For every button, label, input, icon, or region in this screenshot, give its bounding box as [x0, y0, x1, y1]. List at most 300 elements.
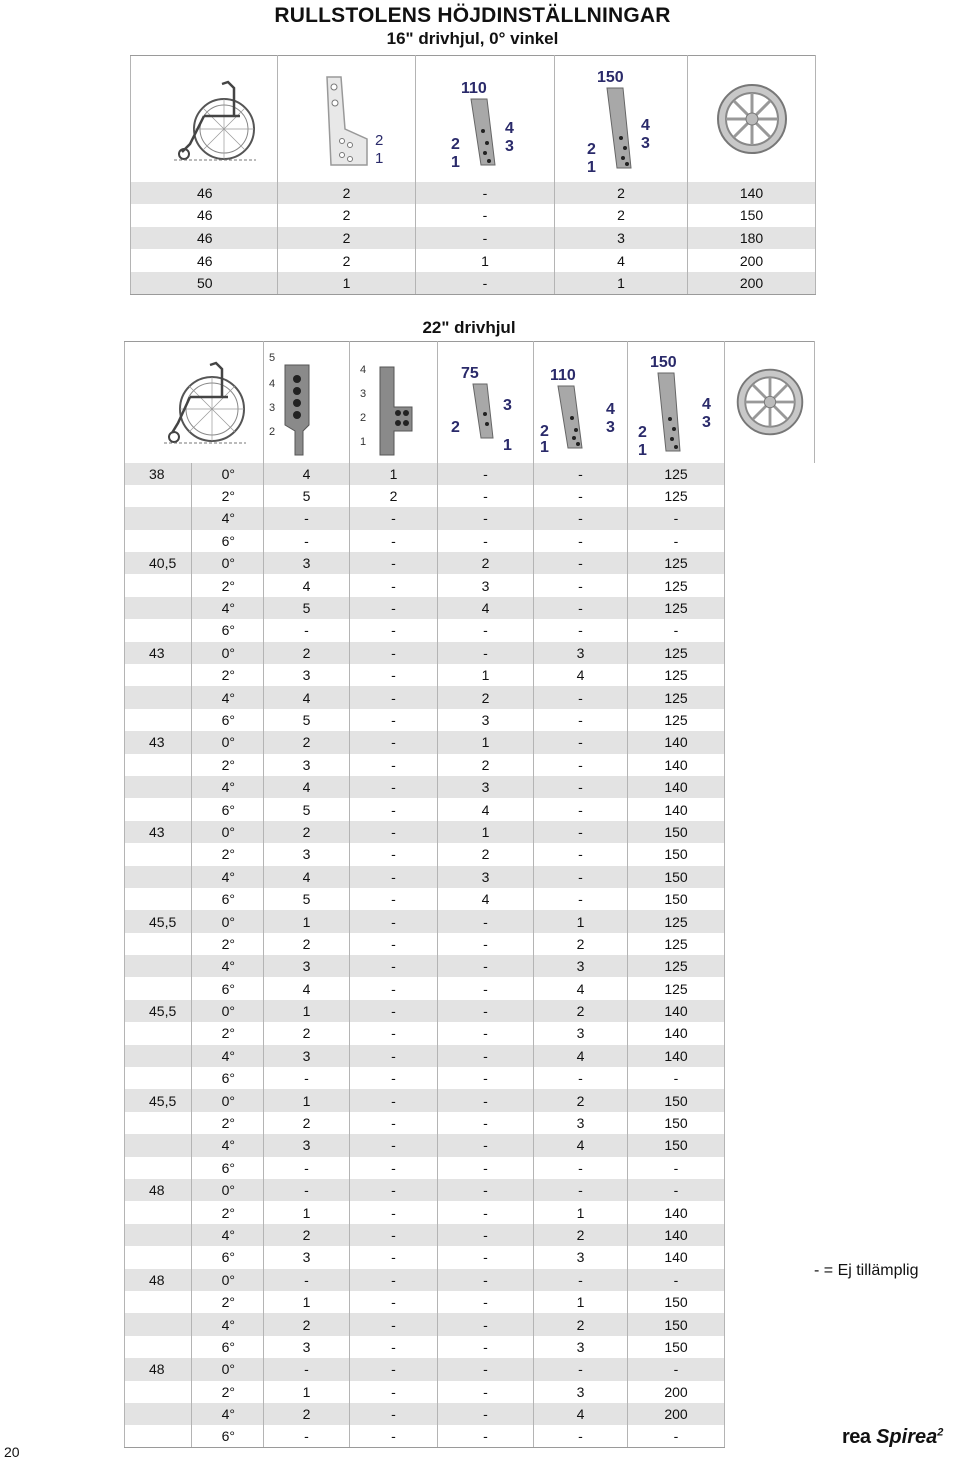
table-cell: 125 — [628, 463, 725, 485]
table-cell: - — [534, 574, 628, 596]
table-cell — [125, 798, 192, 820]
table-row — [125, 1134, 815, 1156]
table-cell: 3 — [534, 642, 628, 664]
table-22-inch — [124, 341, 815, 1448]
table-cell: - — [350, 530, 438, 552]
table-cell: 3 — [264, 843, 350, 865]
section-title-16: 16" drivhjul, 0° vinkel — [386, 29, 559, 48]
table-cell: - — [534, 1269, 628, 1291]
table-cell — [125, 664, 192, 686]
table-cell: 48 — [125, 1179, 192, 1201]
table-cell — [125, 1067, 192, 1089]
table-cell: 1 — [264, 1381, 350, 1403]
table-cell: 140 — [628, 1000, 725, 1022]
table-cell — [125, 597, 192, 619]
table-cell: 2 — [555, 204, 688, 227]
table-cell: 140 — [628, 1045, 725, 1067]
header-mounting-plate — [278, 56, 416, 182]
table-row — [125, 1358, 815, 1380]
table-cell: 4 — [555, 249, 688, 272]
table-cell: 4° — [192, 1134, 264, 1156]
table-row — [125, 1246, 815, 1268]
table-cell: 140 — [628, 1224, 725, 1246]
table-cell: 2° — [192, 843, 264, 865]
table-cell: 125 — [628, 709, 725, 731]
table-cell: 150 — [628, 821, 725, 843]
header-wheel — [725, 342, 815, 463]
table-row — [125, 1336, 815, 1358]
fork-label: 3 — [505, 137, 514, 155]
table-row — [125, 1291, 815, 1313]
table-cell: 6° — [192, 1336, 264, 1358]
table-cell: - — [438, 1425, 534, 1447]
table-cell: 4 — [534, 1134, 628, 1156]
header-wheelchair — [125, 342, 264, 463]
table-cell: 4 — [264, 463, 350, 485]
table-cell: - — [534, 866, 628, 888]
table-cell: - — [534, 776, 628, 798]
table-row — [125, 1201, 815, 1223]
table-row — [125, 955, 815, 977]
table-cell: 2 — [264, 1313, 350, 1335]
table-cell — [125, 1381, 192, 1403]
table-cell: - — [628, 1157, 725, 1179]
table-cell: 4° — [192, 1313, 264, 1335]
table-cell: - — [438, 1291, 534, 1313]
table-row — [125, 1112, 815, 1134]
table-cell: - — [350, 1022, 438, 1044]
table-cell: - — [350, 1336, 438, 1358]
table-cell: - — [628, 1269, 725, 1291]
header-wheelchair — [131, 56, 278, 182]
table-cell: 140 — [628, 1246, 725, 1268]
table-cell: 3 — [438, 574, 534, 596]
table-16-inch — [130, 55, 816, 295]
table-cell — [125, 933, 192, 955]
table-cell: - — [350, 709, 438, 731]
table-cell: - — [438, 1381, 534, 1403]
table-cell: - — [438, 1067, 534, 1089]
table-row — [125, 1022, 815, 1044]
table-cell — [125, 1112, 192, 1134]
wheel-icon — [712, 79, 792, 159]
fork-label: 3 — [702, 414, 711, 432]
table-cell: - — [350, 731, 438, 753]
table-cell: - — [350, 1425, 438, 1447]
table-cell: 0° — [192, 552, 264, 574]
header-wheel — [688, 56, 816, 182]
page-title: RULLSTOLENS HÖJDINSTÄLLNINGAR — [274, 4, 671, 27]
table-cell: - — [350, 843, 438, 865]
table-cell: 2 — [264, 1112, 350, 1134]
table-cell: 2° — [192, 574, 264, 596]
table-cell: 2 — [534, 1313, 628, 1335]
fork-label: 1 — [638, 442, 647, 458]
table-cell: - — [534, 507, 628, 529]
table-cell: - — [350, 977, 438, 999]
table-cell: 1 — [438, 821, 534, 843]
fork-label: 3 — [502, 397, 512, 415]
fork-label: 1 — [502, 437, 512, 453]
table-row — [125, 686, 815, 708]
table-cell: - — [350, 1403, 438, 1425]
table-row — [125, 485, 815, 507]
table-cell: 140 — [628, 798, 725, 820]
table-cell: 125 — [628, 955, 725, 977]
mounting-plate-icon — [287, 69, 407, 169]
plate-label: 2 — [374, 131, 383, 149]
table-cell — [125, 619, 192, 641]
table-cell: 180 — [688, 227, 816, 250]
table-row — [125, 821, 815, 843]
fork-label: 4 — [606, 401, 615, 419]
table-cell: - — [628, 1358, 725, 1380]
mounting-plate-icon — [354, 347, 434, 457]
table-cell: 0° — [192, 1089, 264, 1111]
table-cell: 150 — [628, 1089, 725, 1111]
table-cell: - — [534, 888, 628, 910]
table-cell: 46 — [131, 249, 278, 272]
table-row — [125, 597, 815, 619]
table-cell: 4 — [264, 977, 350, 999]
plate-label: 3 — [359, 388, 366, 401]
table-cell: - — [534, 821, 628, 843]
table-cell: - — [264, 1425, 350, 1447]
table-cell: 0° — [192, 463, 264, 485]
table-cell: - — [416, 227, 555, 250]
table-cell: - — [264, 1157, 350, 1179]
table-cell: - — [350, 933, 438, 955]
table-cell: 1 — [416, 249, 555, 272]
table-cell: - — [438, 507, 534, 529]
table-cell: - — [438, 1022, 534, 1044]
table-cell: 6° — [192, 1067, 264, 1089]
table-row — [125, 1089, 815, 1111]
section-title-22: 22" drivhjul — [422, 318, 516, 337]
table-cell: 2° — [192, 1201, 264, 1223]
table-cell: 0° — [192, 1358, 264, 1380]
table-cell: 3 — [534, 1381, 628, 1403]
table-cell — [125, 485, 192, 507]
table-cell: - — [438, 530, 534, 552]
table-cell: - — [438, 463, 534, 485]
table-cell: - — [264, 507, 350, 529]
table-cell — [125, 686, 192, 708]
table-cell: 6° — [192, 709, 264, 731]
table-cell: 1 — [278, 272, 416, 295]
brand-logo — [842, 1426, 958, 1454]
table-cell — [125, 1045, 192, 1067]
table-cell — [125, 843, 192, 865]
table-cell: - — [438, 619, 534, 641]
table-cell: 1 — [555, 272, 688, 295]
table-cell: 3 — [438, 709, 534, 731]
table-cell: - — [350, 1067, 438, 1089]
table-cell: 50 — [131, 272, 278, 295]
header-fork-150 — [628, 342, 725, 463]
table-cell: 4° — [192, 597, 264, 619]
table-cell: 3 — [534, 1112, 628, 1134]
table-cell: 48 — [125, 1269, 192, 1291]
table-cell: 3 — [264, 552, 350, 574]
table-row — [125, 776, 815, 798]
table-cell: 0° — [192, 731, 264, 753]
table-row — [125, 1269, 815, 1291]
table-cell: 48 — [125, 1358, 192, 1380]
table-cell: 46 — [131, 204, 278, 227]
plate-label: 4 — [268, 378, 275, 391]
table-cell: - — [264, 1179, 350, 1201]
table-cell: 43 — [125, 731, 192, 753]
table-cell: 125 — [628, 552, 725, 574]
table-row — [131, 204, 816, 227]
table-cell: 6° — [192, 1157, 264, 1179]
table-cell: - — [438, 1336, 534, 1358]
table-cell: 4° — [192, 866, 264, 888]
table-cell: 2 — [534, 1224, 628, 1246]
fork-icon — [425, 69, 545, 169]
plate-label: 3 — [268, 402, 275, 415]
table-cell: 200 — [628, 1403, 725, 1425]
table-row — [125, 754, 815, 776]
fork-label: 3 — [641, 134, 650, 152]
header-plate-2 — [350, 342, 438, 463]
table-cell: 4 — [534, 1045, 628, 1067]
table-cell: 2° — [192, 485, 264, 507]
table-cell: - — [534, 731, 628, 753]
table-cell: 3 — [264, 664, 350, 686]
table-cell: - — [438, 1246, 534, 1268]
table-cell: - — [438, 1201, 534, 1223]
plate-label: 1 — [359, 436, 366, 449]
logo-superscript: 2 — [937, 1426, 944, 1439]
table-cell: - — [438, 1000, 534, 1022]
table-cell: 4° — [192, 1403, 264, 1425]
table-cell: - — [350, 1179, 438, 1201]
table-cell: 2 — [264, 642, 350, 664]
table-cell: - — [438, 1403, 534, 1425]
table-row — [125, 910, 815, 932]
table-cell: 6° — [192, 1425, 264, 1447]
table-cell: 46 — [131, 227, 278, 250]
table-row — [125, 731, 815, 753]
table-cell: 5 — [264, 597, 350, 619]
table-cell — [125, 530, 192, 552]
table-cell: - — [350, 798, 438, 820]
table-cell: 45,5 — [125, 1089, 192, 1111]
table-cell: 2 — [534, 1000, 628, 1022]
table-row — [125, 977, 815, 999]
table-cell: 3 — [264, 1134, 350, 1156]
table-row — [125, 1224, 815, 1246]
table-row — [125, 530, 815, 552]
table-cell: - — [350, 619, 438, 641]
table-row — [125, 709, 815, 731]
table-cell — [125, 1336, 192, 1358]
fork-label: 110 — [461, 79, 487, 97]
header-fork-75 — [438, 342, 534, 463]
table-cell: 2 — [438, 754, 534, 776]
fork-label: 2 — [638, 424, 647, 442]
table-row — [125, 552, 815, 574]
table-cell: - — [534, 619, 628, 641]
table-cell: - — [350, 507, 438, 529]
table-cell: 4° — [192, 776, 264, 798]
table-cell: 3 — [264, 1336, 350, 1358]
table-cell: 2° — [192, 664, 264, 686]
table-cell: 2 — [438, 843, 534, 865]
table-cell: - — [350, 866, 438, 888]
table-cell: 0° — [192, 910, 264, 932]
table-cell: 2 — [264, 1022, 350, 1044]
table-cell: - — [628, 1067, 725, 1089]
table-cell: 4 — [264, 866, 350, 888]
table-cell: - — [534, 552, 628, 574]
header-fork-110 — [416, 56, 555, 182]
table-cell — [125, 1313, 192, 1335]
fork-icon — [628, 347, 724, 457]
table-cell: - — [628, 1179, 725, 1201]
fork-label: 2 — [540, 423, 549, 441]
table-cell: - — [350, 1246, 438, 1268]
table-cell: 140 — [688, 182, 816, 205]
table-cell: - — [438, 1134, 534, 1156]
table-cell: - — [350, 1269, 438, 1291]
fork-label: 4 — [641, 116, 650, 134]
table-cell: 4° — [192, 955, 264, 977]
table-cell: - — [534, 1067, 628, 1089]
table-cell: 4 — [534, 977, 628, 999]
table-cell: 125 — [628, 686, 725, 708]
table-cell: 1 — [438, 664, 534, 686]
table-cell: 3 — [264, 955, 350, 977]
table-cell: 3 — [534, 1336, 628, 1358]
table-cell: 200 — [628, 1381, 725, 1403]
table-row — [125, 933, 815, 955]
table-row — [125, 798, 815, 820]
table-cell: - — [350, 1045, 438, 1067]
table-cell: 40,5 — [125, 552, 192, 574]
table-cell: 125 — [628, 933, 725, 955]
table-cell — [125, 709, 192, 731]
table-cell — [125, 1291, 192, 1313]
table-row — [125, 1067, 815, 1089]
table-cell: 150 — [628, 1313, 725, 1335]
table-cell — [125, 1134, 192, 1156]
table-cell: 6° — [192, 1246, 264, 1268]
table-cell — [125, 1022, 192, 1044]
table-cell: - — [416, 272, 555, 295]
table-cell: 2 — [264, 731, 350, 753]
plate-label: 2 — [268, 426, 275, 439]
table-cell: 4 — [264, 776, 350, 798]
table-cell: 2 — [438, 552, 534, 574]
table-cell: - — [534, 1425, 628, 1447]
table-cell: 3 — [264, 1246, 350, 1268]
table-cell — [125, 1246, 192, 1268]
table-row — [131, 272, 816, 295]
table-cell — [125, 1201, 192, 1223]
table-cell: 43 — [125, 821, 192, 843]
table-cell: 4 — [438, 597, 534, 619]
table-cell: - — [438, 1157, 534, 1179]
table-cell: 2 — [534, 933, 628, 955]
logo-product: Spirea — [876, 1426, 938, 1448]
table-cell: - — [534, 1358, 628, 1380]
table-cell: 3 — [555, 227, 688, 250]
table-cell: - — [628, 1425, 725, 1447]
table-cell: 6° — [192, 888, 264, 910]
table-cell: 38 — [125, 463, 192, 485]
table-cell — [125, 507, 192, 529]
table-cell: - — [534, 843, 628, 865]
table-cell: 125 — [628, 977, 725, 999]
table-cell: 140 — [628, 731, 725, 753]
table-cell: 2 — [264, 933, 350, 955]
table-cell: 1 — [350, 463, 438, 485]
table-cell: - — [438, 1179, 534, 1201]
table-cell: 2 — [534, 1089, 628, 1111]
table-cell: 0° — [192, 642, 264, 664]
logo-brand: rea — [842, 1426, 871, 1448]
table-cell — [125, 776, 192, 798]
table-row — [131, 227, 816, 250]
plate-label: 5 — [268, 352, 275, 365]
table-cell: 2° — [192, 754, 264, 776]
plate-label: 1 — [374, 149, 383, 167]
table-cell: 1 — [438, 731, 534, 753]
table-cell — [125, 955, 192, 977]
table-cell: 0° — [192, 1179, 264, 1201]
table-cell: 3 — [534, 1246, 628, 1268]
table-cell: - — [534, 530, 628, 552]
table-cell: 0° — [192, 1000, 264, 1022]
table-cell: 0° — [192, 821, 264, 843]
table-cell: 2° — [192, 1381, 264, 1403]
table-cell: - — [534, 798, 628, 820]
table-cell: - — [438, 1224, 534, 1246]
fork-icon — [561, 64, 681, 174]
table-cell: 1 — [534, 1291, 628, 1313]
table-cell: 150 — [628, 866, 725, 888]
table-cell: 1 — [264, 1089, 350, 1111]
table-cell: 140 — [628, 1022, 725, 1044]
table-cell: - — [350, 664, 438, 686]
table-cell: 5 — [264, 798, 350, 820]
table-row — [125, 888, 815, 910]
fork-label: 150 — [650, 354, 677, 372]
table-cell: - — [534, 1179, 628, 1201]
header-fork-150 — [555, 56, 688, 182]
header-plate-1 — [264, 342, 350, 463]
table-cell — [125, 1224, 192, 1246]
table-cell: - — [350, 1291, 438, 1313]
table-row — [125, 843, 815, 865]
table-cell: 2° — [192, 1112, 264, 1134]
table-row — [125, 1045, 815, 1067]
table-cell: 3 — [438, 866, 534, 888]
table-cell — [125, 754, 192, 776]
fork-label: 1 — [587, 158, 596, 174]
table-cell: 2 — [264, 1403, 350, 1425]
table-cell — [125, 574, 192, 596]
fork-label: 150 — [597, 68, 624, 86]
table-cell: - — [438, 1045, 534, 1067]
plate-label: 2 — [359, 412, 366, 425]
table-cell: 43 — [125, 642, 192, 664]
table-cell — [125, 977, 192, 999]
table-cell: - — [264, 1067, 350, 1089]
